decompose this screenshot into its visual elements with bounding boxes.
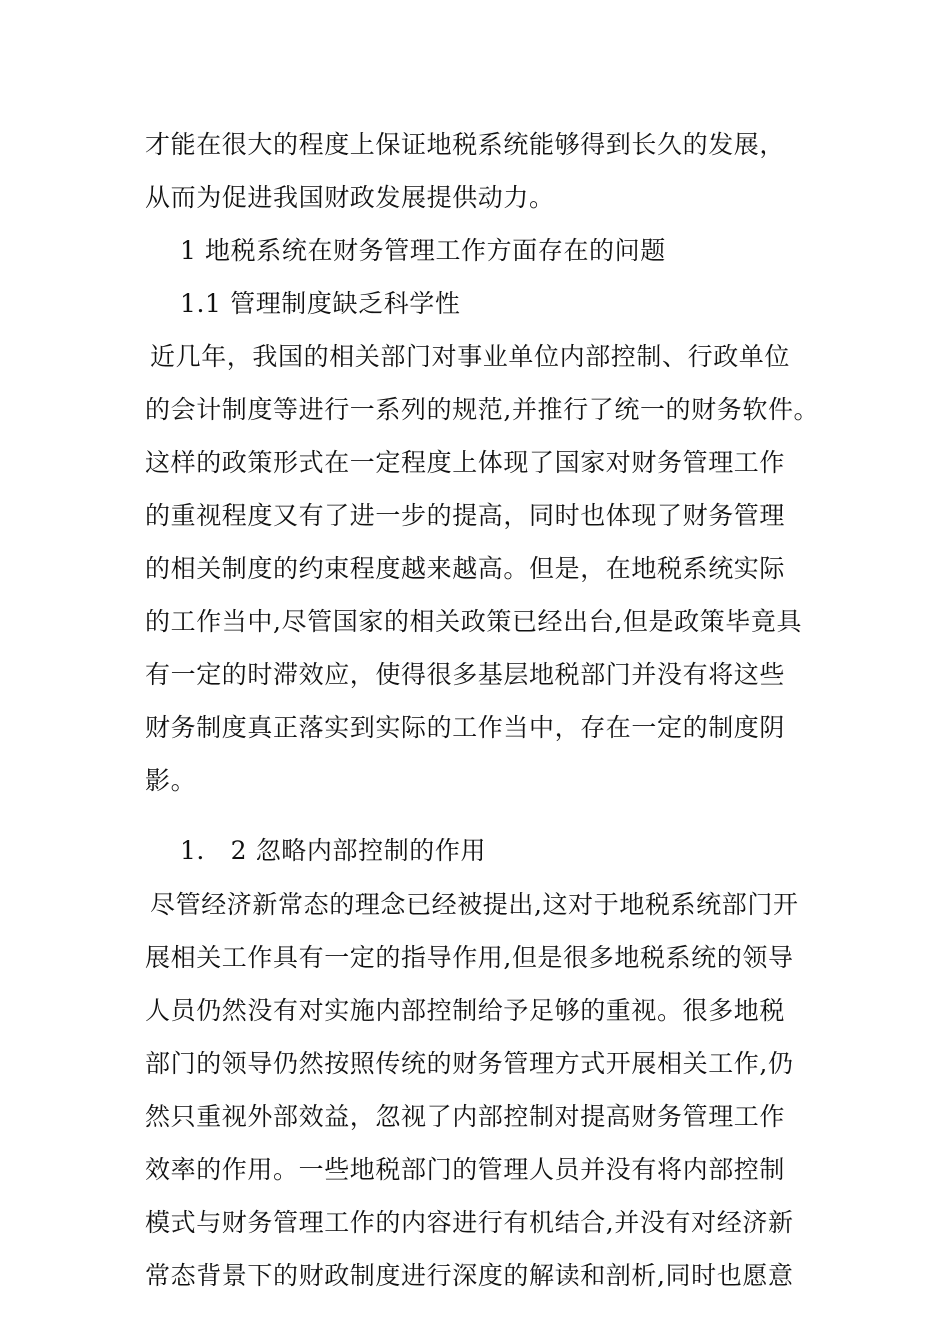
text-line: 才能在很大的程度上保证地税系统能够得到长久的发展， (145, 130, 786, 159)
text-line: 人员仍然没有对实施内部控制给予足够的重视。很多地税 (145, 996, 786, 1025)
text-line: 的重视程度又有了进一步的提高，同时也体现了财务管理 (145, 501, 786, 530)
text-line: 效率的作用。一些地税部门的管理人员并没有将内部控制 (145, 1155, 786, 1184)
text-line: 影。 (145, 766, 197, 795)
text-line: 的相关制度的约束程度越来越高。但是，在地税系统实际 (145, 554, 786, 583)
text-line: 从而为促进我国财政发展提供动力。 (145, 183, 555, 212)
text-line: 的会计制度等进行一系列的规范,并推行了统一的财务软件。 (145, 395, 820, 424)
text-line: 有一定的时滞效应，使得很多基层地税部门并没有将这些 (145, 660, 786, 689)
text-line: 模式与财务管理工作的内容进行有机结合,并没有对经济新 (145, 1208, 794, 1237)
text-line: 部门的领导仍然按照传统的财务管理方式开展相关工作,仍 (145, 1049, 794, 1078)
text-line: 尽管经济新常态的理念已经被提出,这对于地税系统部门开 (150, 890, 799, 919)
text-line: 近几年，我国的相关部门对事业单位内部控制、行政单位 (150, 342, 791, 371)
text-line: 财务制度真正落实到实际的工作当中，存在一定的制度阴 (145, 713, 786, 742)
subsection-heading: 1． 2 忽略内部控制的作用 (180, 836, 487, 865)
text-line: 展相关工作具有一定的指导作用,但是很多地税系统的领导 (145, 943, 794, 972)
text-line: 这样的政策形式在一定程度上体现了国家对财务管理工作 (145, 448, 786, 477)
subsection-heading: 1.1 管理制度缺乏科学性 (180, 289, 461, 318)
section-heading: 1 地税系统在财务管理工作方面存在的问题 (180, 236, 666, 265)
text-line: 常态背景下的财政制度进行深度的解读和剖析,同时也愿意 (145, 1261, 794, 1290)
text-line: 然只重视外部效益，忽视了内部控制对提高财务管理工作 (145, 1102, 786, 1131)
text-line: 的工作当中,尽管国家的相关政策已经出台,但是政策毕竟具 (145, 607, 803, 636)
